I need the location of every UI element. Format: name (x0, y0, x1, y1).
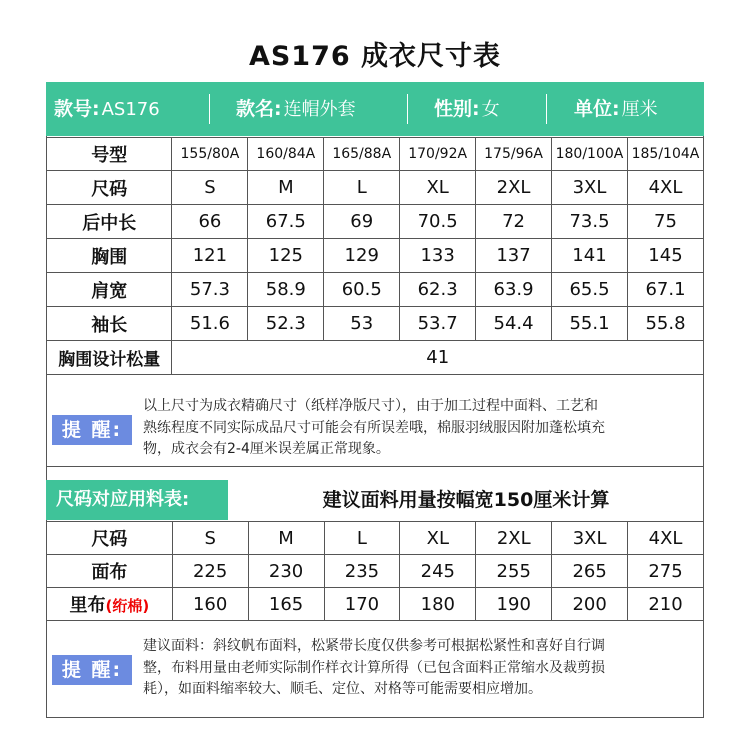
table-cell: 3XL (552, 522, 628, 555)
style-no-label: 款号: (54, 98, 100, 120)
table-cell: L (324, 522, 400, 555)
table-cell: 255 (476, 555, 552, 588)
header-divider (407, 94, 408, 124)
table-cell: 4XL (627, 171, 703, 205)
table-cell: 2XL (476, 171, 552, 205)
quilted-note: (绗棉) (105, 597, 150, 615)
header-divider (209, 94, 210, 124)
size-code-cell: 165/88A (324, 138, 400, 171)
table-cell: 265 (552, 555, 628, 588)
size-table (46, 137, 704, 375)
note-line: 耗），如面料缩率较大、顺毛、定位、对格等可能需要相应增加。 (143, 681, 542, 697)
table-cell: XL (400, 171, 476, 205)
table-cell: 51.6 (172, 307, 248, 341)
style-name-cell (236, 82, 356, 136)
table-row (47, 555, 704, 588)
table-cell: 67.5 (248, 205, 324, 239)
table-cell: 190 (476, 588, 552, 621)
unit-cell (574, 82, 658, 136)
table-cell: 70.5 (400, 205, 476, 239)
table-cell: 66 (172, 205, 248, 239)
table-cell: 55.1 (552, 307, 628, 341)
table-cell: 129 (324, 239, 400, 273)
row-label: 号型 (47, 138, 172, 171)
table-cell: 60.5 (324, 273, 400, 307)
header-divider (546, 94, 547, 124)
table-row (47, 205, 704, 239)
note-line: 建议面料：斜纹帆布面料，松紧带长度仅供参考可根据松紧性和喜好自行调 (143, 638, 605, 654)
reminder-badge: 提 醒: (52, 655, 132, 685)
row-label: 肩宽 (47, 273, 172, 307)
reminder-note (143, 396, 699, 461)
table-cell: 170 (324, 588, 400, 621)
row-label: 尺码 (47, 171, 172, 205)
unit-label: 单位: (574, 98, 620, 120)
info-header (46, 82, 704, 136)
unit-value: 厘米 (621, 99, 658, 120)
table-cell: 73.5 (552, 205, 628, 239)
table-cell: 54.4 (476, 307, 552, 341)
note-line: 整，布料用量由老师实际制作样衣计算所得（已包含面料正常缩水及裁剪损 (143, 659, 605, 676)
table-cell: 210 (628, 588, 704, 621)
size-code-cell: 160/84A (248, 138, 324, 171)
table-cell: L (324, 171, 400, 205)
table-cell: 141 (552, 239, 628, 273)
table-cell: 133 (400, 239, 476, 273)
table-cell: 121 (172, 239, 248, 273)
table-cell: 67.1 (627, 273, 703, 307)
table-row (47, 273, 704, 307)
table-row (47, 171, 704, 205)
table-cell: 55.8 (627, 307, 703, 341)
gender-value: 女 (481, 99, 500, 120)
table-cell: M (248, 522, 324, 555)
table-cell: XL (400, 522, 476, 555)
row-label: 后中长 (47, 205, 172, 239)
table-cell: 137 (476, 239, 552, 273)
table-cell: 275 (628, 555, 704, 588)
table-cell: M (248, 171, 324, 205)
lining-label: 里布 (69, 595, 106, 616)
note-line: 物，成衣会有2-4厘米误差属正常现象。 (143, 441, 390, 457)
table-cell: 145 (627, 239, 703, 273)
section-divider (46, 466, 704, 467)
style-no-value: AS176 (101, 99, 160, 120)
fabric-table (46, 521, 704, 621)
table-cell: 69 (324, 205, 400, 239)
size-code-cell: 175/96A (476, 138, 552, 171)
table-cell: 235 (324, 555, 400, 588)
fabric-note (143, 636, 699, 701)
table-cell: 75 (627, 205, 703, 239)
gender-cell (434, 82, 500, 136)
table-cell: 62.3 (400, 273, 476, 307)
table-row (47, 307, 704, 341)
fabric-section-label: 尺码对应用料表: (46, 480, 228, 520)
size-code-cell: 185/104A (627, 138, 703, 171)
gender-label: 性别: (434, 98, 480, 120)
table-row (47, 341, 704, 375)
table-cell: 3XL (552, 171, 628, 205)
table-cell: 230 (248, 555, 324, 588)
table-cell: 225 (172, 555, 248, 588)
row-label: 面布 (47, 555, 173, 588)
style-no-cell (54, 82, 160, 136)
table-cell: 53.7 (400, 307, 476, 341)
table-cell: 58.9 (248, 273, 324, 307)
table-row (47, 588, 704, 621)
table-cell: 53 (324, 307, 400, 341)
page-title: AS176 成衣尺寸表 (248, 41, 502, 72)
table-row (47, 239, 704, 273)
row-label: 袖长 (47, 307, 172, 341)
ease-label: 胸围设计松量 (47, 341, 172, 375)
table-row (47, 138, 704, 171)
ease-value: 41 (172, 341, 704, 375)
table-cell: 165 (248, 588, 324, 621)
table-cell: 57.3 (172, 273, 248, 307)
size-code-cell: 180/100A (552, 138, 628, 171)
table-cell: 180 (400, 588, 476, 621)
fabric-section-title: 建议面料用量按幅宽150厘米计算 (322, 489, 610, 511)
table-cell: S (172, 522, 248, 555)
style-name-label: 款名: (236, 98, 282, 120)
table-cell: 245 (400, 555, 476, 588)
table-cell: 2XL (476, 522, 552, 555)
row-label: 尺码 (47, 522, 173, 555)
style-name-value: 连帽外套 (283, 99, 356, 120)
row-label: 胸围 (47, 239, 172, 273)
row-label (47, 588, 173, 621)
size-code-cell: 170/92A (400, 138, 476, 171)
note-line: 熟练程度不同实际成品尺寸可能会有所误差哦，棉服羽绒服因附加蓬松填充 (143, 419, 605, 436)
table-row (47, 522, 704, 555)
table-cell: 125 (248, 239, 324, 273)
table-cell: 200 (552, 588, 628, 621)
table-cell: 63.9 (476, 273, 552, 307)
table-cell: S (172, 171, 248, 205)
size-code-cell: 155/80A (172, 138, 248, 171)
table-cell: 52.3 (248, 307, 324, 341)
table-cell: 72 (476, 205, 552, 239)
reminder-badge: 提 醒: (52, 415, 132, 445)
table-cell: 65.5 (552, 273, 628, 307)
table-cell: 160 (172, 588, 248, 621)
table-cell: 4XL (628, 522, 704, 555)
note-line: 以上尺寸为成衣精确尺寸（纸样净版尺寸），由于加工过程中面料、工艺和 (143, 398, 598, 414)
